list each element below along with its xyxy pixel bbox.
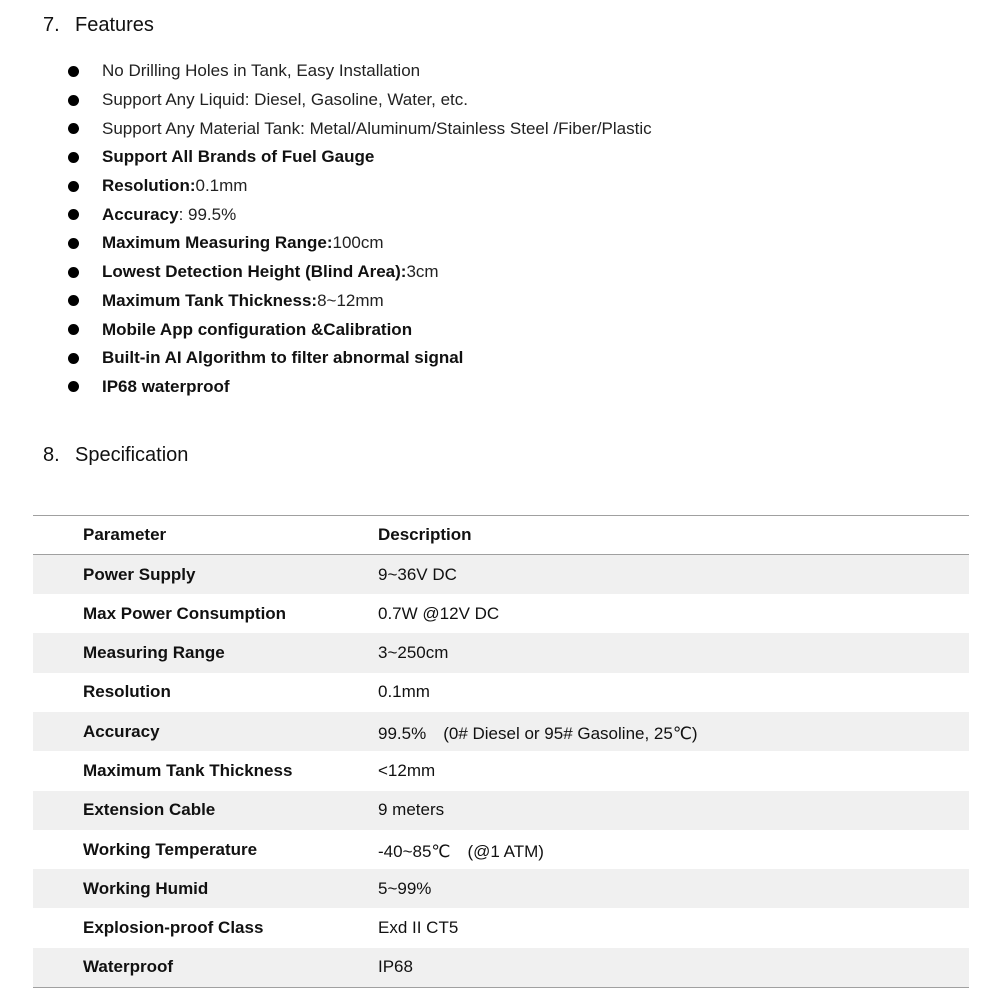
feature-bold-text: Accuracy (102, 204, 179, 224)
feature-bold-text: Resolution: (102, 176, 196, 196)
feature-item (68, 200, 652, 229)
parameter-cell: Max Power Consumption (83, 603, 287, 623)
parameter-cell: Explosion-proof Class (83, 918, 264, 938)
feature-text: 100cm (332, 233, 384, 253)
feature-item (68, 344, 652, 373)
feature-item (68, 172, 652, 201)
feature-bold-text: Mobile App configuration &Calibration (102, 319, 413, 339)
table-row (33, 673, 969, 712)
table-row (33, 751, 969, 790)
table-row (33, 633, 969, 672)
specification-heading-number: 8. (43, 444, 60, 466)
parameter-cell: Resolution (83, 682, 171, 702)
parameter-cell: Extension Cable (83, 800, 216, 820)
feature-text: 3cm (406, 262, 439, 282)
feature-bold-text: Lowest Detection Height (Blind Area): (102, 262, 407, 282)
specification-table (33, 515, 969, 988)
table-row (33, 948, 969, 987)
description-cell: 99.5% (0# Diesel or 95# Gasoline, 25℃) (378, 724, 698, 744)
features-heading (43, 14, 154, 37)
feature-text: Support Any Material Tank: Metal/Aluminum/Stainless Steel /Fiber/Plastic (102, 118, 652, 138)
table-row (33, 791, 969, 830)
feature-bold-text: IP68 waterproof (102, 376, 230, 396)
feature-item (68, 143, 652, 172)
description-cell: 3~250cm (378, 643, 449, 663)
description-cell: IP68 (378, 957, 413, 977)
features-heading-title: Features (75, 14, 154, 36)
table-row (33, 869, 969, 908)
table-header-row (33, 516, 969, 555)
column-header-parameter: Parameter (83, 525, 167, 545)
description-cell: -40~85℃ (@1 ATM) (378, 842, 544, 862)
specification-heading (43, 444, 188, 467)
description-cell: 0.1mm (378, 682, 430, 702)
feature-text: : 99.5% (178, 204, 237, 224)
table-row (33, 830, 969, 869)
description-cell: <12mm (378, 760, 436, 780)
feature-text: 8~12mm (317, 290, 384, 310)
description-cell: Exd II CT5 (378, 918, 459, 938)
table-row (33, 712, 969, 751)
bullet-icon (68, 66, 79, 77)
table-row (33, 908, 969, 947)
bullet-icon (68, 324, 79, 335)
feature-item (68, 86, 652, 115)
parameter-cell: Working Temperature (83, 839, 258, 859)
bullet-icon (68, 381, 79, 392)
feature-item (68, 315, 652, 344)
parameter-cell: Accuracy (83, 721, 160, 741)
features-heading-number: 7. (43, 14, 60, 36)
column-header-description: Description (378, 525, 472, 545)
feature-item (68, 373, 652, 402)
feature-item (68, 57, 652, 86)
feature-item (68, 258, 652, 287)
parameter-cell: Power Supply (83, 564, 196, 584)
specification-heading-title: Specification (75, 444, 189, 466)
bullet-icon (68, 238, 79, 249)
parameter-cell: Working Humid (83, 878, 209, 898)
bullet-icon (68, 353, 79, 364)
feature-bold-text: Maximum Tank Thickness: (102, 290, 318, 310)
feature-bold-text: Built-in AI Algorithm to filter abnormal signal (102, 348, 464, 368)
description-cell: 9 meters (378, 800, 445, 820)
feature-text: 0.1mm (195, 176, 248, 196)
table-row (33, 555, 969, 594)
table-row (33, 594, 969, 633)
bullet-icon (68, 267, 79, 278)
bullet-icon (68, 181, 79, 192)
description-cell: 9~36V DC (378, 564, 457, 584)
features-list (68, 57, 652, 401)
feature-item (68, 114, 652, 143)
description-cell: 0.7W @12V DC (378, 603, 500, 623)
bullet-icon (68, 209, 79, 220)
feature-text: Support Any Liquid: Diesel, Gasoline, Water, etc. (102, 90, 469, 110)
description-cell: 5~99% (378, 878, 432, 898)
parameter-cell: Waterproof (83, 957, 174, 977)
parameter-cell: Measuring Range (83, 643, 225, 663)
feature-item (68, 287, 652, 316)
bullet-icon (68, 123, 79, 134)
feature-item (68, 229, 652, 258)
feature-bold-text: Maximum Measuring Range: (102, 233, 333, 253)
bullet-icon (68, 152, 79, 163)
feature-text: No Drilling Holes in Tank, Easy Installation (102, 61, 421, 81)
bullet-icon (68, 295, 79, 306)
feature-bold-text: Support All Brands of Fuel Gauge (102, 147, 375, 167)
parameter-cell: Maximum Tank Thickness (83, 760, 293, 780)
bullet-icon (68, 95, 79, 106)
